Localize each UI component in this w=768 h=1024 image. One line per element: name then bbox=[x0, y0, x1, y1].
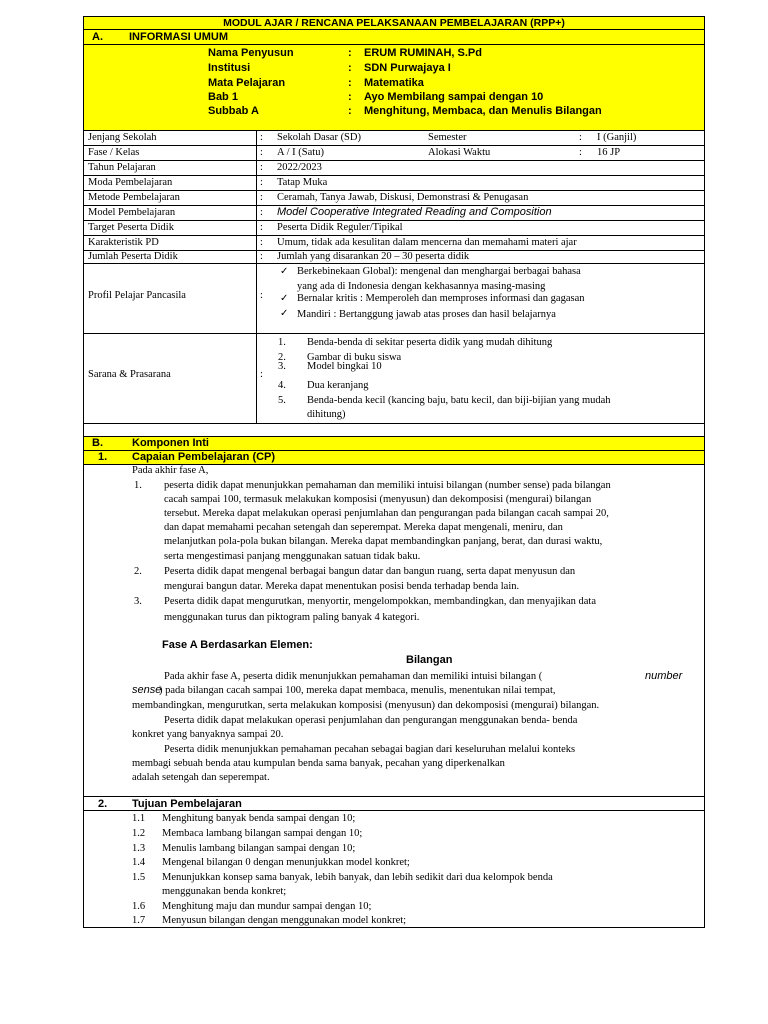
tp-item-num: 1.7 bbox=[132, 915, 146, 926]
tp-item-num: 1.2 bbox=[132, 828, 146, 839]
spacer-row bbox=[84, 424, 704, 437]
bil-p3-line: Peserta didik menunjukkan pemahaman pecahan sebagai bagian dari keseluruhan melalui konteks bbox=[164, 744, 576, 755]
tp-item: Menulis lambang bilangan sampai dengan 10; bbox=[162, 843, 356, 854]
info-colon: : bbox=[260, 132, 263, 143]
profil-item: Bernalar kritis : Memperoleh dan memproses informasi dan gagasan bbox=[297, 293, 585, 304]
cp-line: mengurai bangun datar. Mereka dapat menentukan posisi benda terhadap benda lain. bbox=[164, 581, 520, 592]
sarana-num: 5. bbox=[278, 395, 286, 406]
info-label: Target Peserta Didik bbox=[88, 222, 174, 233]
identity-colon: : bbox=[348, 105, 352, 117]
bil-p1-line: membandingkan, mengurutkan, serta melakukan komposisi (menyusun) dan dekomposisi (mengurai) bilangan. bbox=[132, 700, 600, 711]
profil-item: Mandiri : Bertanggung jawab atas proses dan hasil belajarnya bbox=[297, 309, 556, 320]
cp-line: cacah sampai 100, termasuk melakukan komposisi (menyusun) dan dekomposisi (mengurai) bilangan bbox=[164, 494, 592, 505]
identity-block bbox=[84, 45, 704, 131]
tp-item: Menghitung banyak benda sampai dengan 10; bbox=[162, 813, 356, 824]
info-colon: : bbox=[260, 251, 263, 262]
cp-intro: Pada akhir fase A, bbox=[132, 465, 209, 476]
info-label: Karakteristik PD bbox=[88, 237, 159, 248]
cp-line: Peserta didik dapat mengenal berbagai bangun datar dan bangun ruang, serta dapat menyusun dan bbox=[164, 566, 576, 577]
bil-p1-line: ) pada bilangan cacah sampai 100, mereka dapat membaca, menulis, menentukan nilai tempat, bbox=[159, 685, 556, 696]
info-colon: : bbox=[579, 147, 582, 158]
identity-label: Nama Penyusun bbox=[208, 47, 294, 59]
tp-item-num: 1.5 bbox=[132, 872, 146, 883]
rpp-document bbox=[83, 16, 705, 928]
info-colon: : bbox=[260, 222, 263, 233]
sarana-row bbox=[84, 334, 704, 424]
section-b-row bbox=[84, 437, 704, 451]
sarana-item: Dua keranjang bbox=[307, 380, 369, 391]
info-colon: : bbox=[260, 237, 263, 248]
info-colon: : bbox=[260, 177, 263, 188]
info-row-jenjang bbox=[84, 131, 704, 146]
section-b-title: Komponen Inti bbox=[132, 437, 209, 449]
sarana-item-cont: dihitung) bbox=[307, 409, 346, 420]
info-colon: : bbox=[260, 192, 263, 203]
cp-line: dan dapat memahami pecahan setengah dan seperempat. Mereka dapat mengenali, meniru, dan bbox=[164, 522, 563, 533]
cp-num: 1. bbox=[98, 451, 108, 463]
info-colon: : bbox=[260, 207, 263, 218]
section-a-row bbox=[84, 30, 704, 45]
info-label: Jenjang Sekolah bbox=[88, 132, 157, 143]
tp-item-num: 1.4 bbox=[132, 857, 146, 868]
cp-line: melanjutkan pola-pola bukan bilangan. Mereka dapat membandingkan panjang, berat, dan durasi waktu, bbox=[164, 536, 603, 547]
profil-row bbox=[84, 264, 704, 334]
info-row-jumlah bbox=[84, 251, 704, 264]
info-value: 2022/2023 bbox=[277, 162, 322, 173]
bil-p3-line: membagi sebuah benda atau kumpulan benda sama banyak, pecahan yang diperkenalkan bbox=[132, 758, 505, 769]
document-title: MODUL AJAR / RENCANA PELAKSANAAN PEMBELAJARAN (RPP+) bbox=[223, 17, 565, 29]
cp-item-num: 3. bbox=[134, 596, 142, 607]
bil-p1-line: Pada akhir fase A, peserta didik menunjukkan pemahaman dan memiliki intuisi bilangan ( bbox=[164, 671, 543, 682]
tp-item: Menyusun bilangan dengan menggunakan model konkret; bbox=[162, 915, 407, 926]
info-row-metode bbox=[84, 191, 704, 206]
info-colon: : bbox=[260, 369, 263, 380]
info-value: A / I (Satu) bbox=[277, 147, 324, 158]
info-value: Ceramah, Tanya Jawab, Diskusi, Demonstrasi & Penugasan bbox=[277, 192, 529, 203]
info-row-tahun bbox=[84, 161, 704, 176]
identity-colon: : bbox=[348, 47, 352, 59]
info-label: Alokasi Waktu bbox=[428, 147, 491, 158]
info-row-karakter bbox=[84, 236, 704, 251]
bil-p1-italic: number bbox=[645, 670, 683, 682]
identity-label: Subbab A bbox=[208, 105, 259, 117]
tp-item-num: 1.3 bbox=[132, 843, 146, 854]
sarana-num: 1. bbox=[278, 337, 286, 348]
section-a-letter: A. bbox=[92, 31, 103, 43]
info-label: Fase / Kelas bbox=[88, 147, 140, 158]
identity-colon: : bbox=[348, 77, 352, 89]
check-icon: ✓ bbox=[280, 308, 289, 319]
cp-content bbox=[84, 465, 704, 810]
sarana-item: Benda-benda kecil (kancing baju, batu kecil, dan biji-bijian yang mudah bbox=[307, 395, 611, 406]
tp-item-num: 1.1 bbox=[132, 813, 146, 824]
identity-colon: : bbox=[348, 91, 352, 103]
tp-item: Membaca lambang bilangan sampai dengan 10; bbox=[162, 828, 363, 839]
sarana-num: 3. bbox=[278, 361, 286, 372]
info-value: Model Cooperative Integrated Reading and Composition bbox=[277, 206, 552, 218]
cp-line: Peserta didik dapat mengurutkan, menyortir, mengelompokkan, membandingkan, dan menyajikan data bbox=[164, 596, 597, 607]
identity-label: Mata Pelajaran bbox=[208, 77, 286, 89]
tp-item: Mengenal bilangan 0 dengan menunjukkan model konkret; bbox=[162, 857, 410, 868]
tp-title: Tujuan Pembelajaran bbox=[132, 798, 242, 810]
info-label: Metode Pembelajaran bbox=[88, 192, 180, 203]
info-label: Jumlah Peserta Didik bbox=[88, 251, 178, 262]
identity-value: SDN Purwajaya I bbox=[364, 62, 451, 74]
cp-line: menggunakan turus dan piktogram paling banyak 4 kategori. bbox=[164, 612, 420, 623]
info-label: Tahun Pelajaran bbox=[88, 162, 156, 173]
identity-label: Institusi bbox=[208, 62, 251, 74]
sarana-label: Sarana & Prasarana bbox=[88, 369, 171, 380]
info-label: Semester bbox=[428, 132, 467, 143]
tp-num: 2. bbox=[98, 798, 108, 810]
identity-value: ERUM RUMINAH, S.Pd bbox=[364, 47, 482, 59]
profil-item-cont: yang ada di Indonesia dengan kekhasannya masing-masing bbox=[297, 281, 546, 292]
tp-item-cont: menggunakan benda konkret; bbox=[162, 886, 287, 897]
cp-title: Capaian Pembelajaran (CP) bbox=[132, 451, 276, 463]
bil-p2-line: konkret yang banyaknya sampai 20. bbox=[132, 729, 284, 740]
cp-heading-row bbox=[84, 451, 704, 465]
sarana-num: 2. bbox=[278, 352, 286, 363]
fase-heading: Fase A Berdasarkan Elemen: bbox=[162, 639, 313, 651]
identity-label: Bab 1 bbox=[208, 91, 238, 103]
title-row bbox=[84, 17, 704, 30]
info-value: Umum, tidak ada kesulitan dalam mencerna dan memahami materi ajar bbox=[277, 237, 577, 248]
sarana-item: Model bingkai 10 bbox=[307, 361, 382, 372]
info-label: Moda Pembelajaran bbox=[88, 177, 173, 188]
section-a-title: INFORMASI UMUM bbox=[129, 31, 228, 43]
sarana-item: Gambar di buku siswa bbox=[307, 352, 402, 363]
info-row-model bbox=[84, 206, 704, 221]
sarana-num: 4. bbox=[278, 380, 286, 391]
identity-value: Ayo Membilang sampai dengan 10 bbox=[364, 91, 544, 103]
section-b-letter: B. bbox=[92, 437, 103, 449]
identity-value: Matematika bbox=[364, 77, 424, 89]
info-colon: : bbox=[260, 290, 263, 301]
cp-line: peserta didik dapat menunjukkan pemahaman dan memiliki intuisi bilangan (number sense) pada bilangan bbox=[164, 480, 611, 491]
info-row-target bbox=[84, 221, 704, 236]
bilangan-heading: Bilangan bbox=[406, 654, 453, 666]
info-row-moda bbox=[84, 176, 704, 191]
check-icon: ✓ bbox=[280, 293, 289, 304]
cp-item-num: 2. bbox=[134, 566, 142, 577]
tp-item-num: 1.6 bbox=[132, 901, 146, 912]
profil-label: Profil Pelajar Pancasila bbox=[88, 290, 186, 301]
cp-line: tersebut. Mereka dapat melakukan operasi penjumlahan dan pengurangan pada bilangan cacah sampai 20, bbox=[164, 508, 609, 519]
info-colon: : bbox=[579, 132, 582, 143]
tp-content bbox=[84, 811, 704, 927]
bil-p3-line: adalah setengah dan seperempat. bbox=[132, 772, 270, 783]
check-icon: ✓ bbox=[280, 266, 289, 277]
tp-item: Menghitung maju dan mundur sampai dengan 10; bbox=[162, 901, 372, 912]
profil-item: Berkebinekaan Global): mengenal dan menghargai berbagai bahasa bbox=[297, 266, 581, 277]
info-value: I (Ganjil) bbox=[597, 132, 637, 143]
cp-item-num: 1. bbox=[134, 480, 142, 491]
identity-value: Menghitung, Membaca, dan Menulis Bilangan bbox=[364, 105, 602, 117]
tp-item: Menunjukkan konsep sama banyak, lebih banyak, dan lebih sedikit dari dua kelompok benda bbox=[162, 872, 553, 883]
info-row-fase bbox=[84, 146, 704, 161]
info-value: 16 JP bbox=[597, 147, 621, 158]
info-value: Tatap Muka bbox=[277, 177, 328, 188]
info-colon: : bbox=[260, 147, 263, 158]
info-value: Jumlah yang disarankan 20 – 30 peserta didik bbox=[277, 251, 470, 262]
bil-p2-line: Peserta didik dapat melakukan operasi penjumlahan dan pengurangan menggunakan benda- benda bbox=[164, 715, 578, 726]
info-colon: : bbox=[260, 162, 263, 173]
info-label: Model Pembelajaran bbox=[88, 207, 176, 218]
identity-colon: : bbox=[348, 62, 352, 74]
info-value: Sekolah Dasar (SD) bbox=[277, 132, 361, 143]
info-value: Peserta Didik Reguler/Tipikal bbox=[277, 222, 403, 233]
tp-heading-row bbox=[84, 796, 704, 811]
cp-line: serta mengestimasi panjang menggunakan satuan tidak baku. bbox=[164, 551, 421, 562]
sarana-item: Benda-benda di sekitar peserta didik yang mudah dihitung bbox=[307, 337, 553, 348]
bil-p1-italic: sense bbox=[132, 684, 162, 696]
